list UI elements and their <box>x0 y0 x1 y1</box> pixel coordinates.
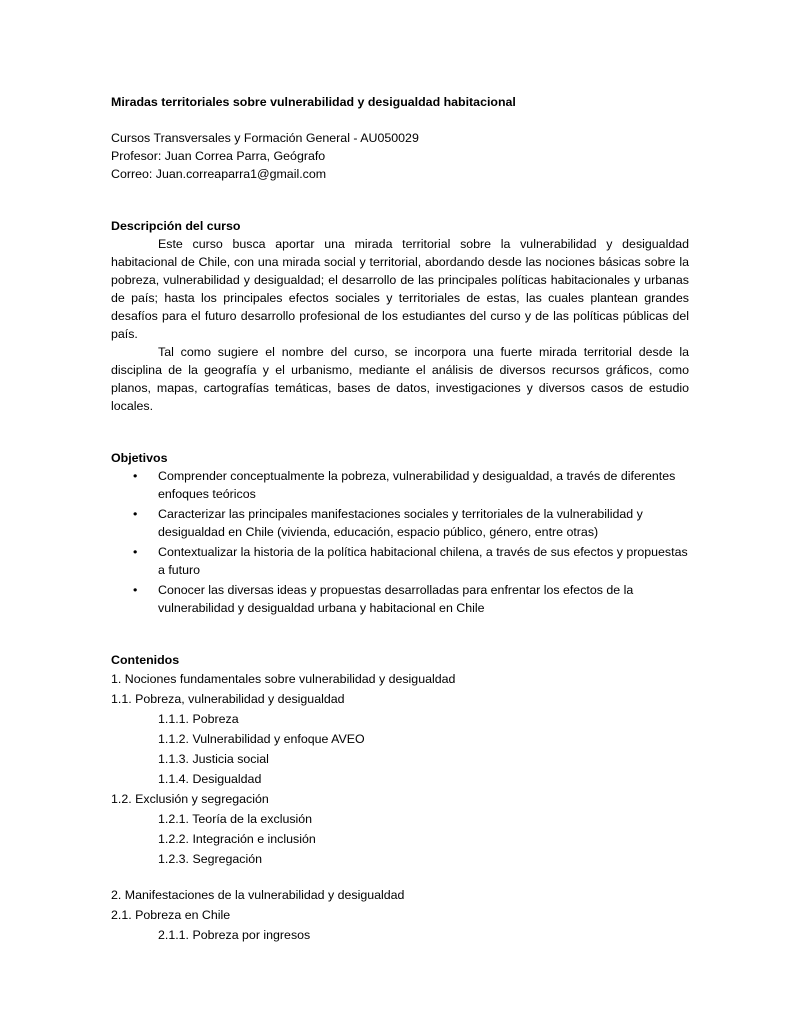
subsection-item: 1.1.3. Justicia social <box>158 752 269 766</box>
subsection-item: 2.1.1. Pobreza por ingresos <box>158 928 311 942</box>
objective-item <box>111 505 689 541</box>
professor-line: Profesor: Juan Correa Parra, Geógrafo <box>111 149 326 163</box>
subsection-item: 1.2.3. Segregación <box>158 852 263 866</box>
document-title: Miradas territoriales sobre vulnerabilidad y desigualdad habitacional <box>111 95 516 109</box>
subsection-item: 1.1.4. Desigualdad <box>158 772 262 786</box>
objective-item <box>111 543 689 579</box>
objective-item <box>111 467 689 503</box>
subsection-item: 1.1.2. Vulnerabilidad y enfoque AVEO <box>158 732 365 746</box>
bullet-icon: • <box>133 507 138 521</box>
bullet-icon: • <box>133 469 138 483</box>
description-paragraph: Este curso busca aportar una mirada territorial sobre la vulnerabilidad y desigualdad habitacional de Chile, con una mirada social y territorial, abordando desde las nociones básicas sobre la pobreza, vulnerabilidad y desigualdad; el desarrollo de las principales políticas habitacionales y urbanas de país; hasta los principales efectos sociales y territoriales de estas, las cuales plantean grandes desafíos para el futuro desarrollo profesional de los estudiantes del curso y de las políticas públicas del país. <box>111 237 689 341</box>
section-title: 1.2. Exclusión y segregación <box>111 792 269 806</box>
objective-text: Caracterizar las principales manifestaciones sociales y territoriales de la vulnerabilidad y desigualdad en Chile (vivienda, educación, espacio público, género, entre otras) <box>158 507 643 539</box>
subsection-item: 1.2.2. Integración e inclusión <box>158 832 316 846</box>
objective-text: Comprender conceptualmente la pobreza, vulnerabilidad y desigualdad, a través de diferentes enfoques teóricos <box>158 469 676 501</box>
spacer <box>111 869 689 885</box>
objectives-list <box>111 467 689 617</box>
unit-title: 2. Manifestaciones de la vulnerabilidad y desigualdad <box>111 888 405 902</box>
section-title: 1.1. Pobreza, vulnerabilidad y desigualdad <box>111 692 345 706</box>
course-code-line: Cursos Transversales y Formación General - AU050029 <box>111 131 419 145</box>
bullet-icon: • <box>133 583 138 597</box>
unit-title: 1. Nociones fundamentales sobre vulnerabilidad y desigualdad <box>111 672 456 686</box>
objective-text: Conocer las diversas ideas y propuestas desarrolladas para enfrentar los efectos de la vulnerabilidad y desigualdad urbana y habitacional en Chile <box>158 583 634 615</box>
bullet-icon: • <box>133 545 138 559</box>
section-title: 2.1. Pobreza en Chile <box>111 908 231 922</box>
subsection-item: 1.1.1. Pobreza <box>158 712 239 726</box>
course-meta <box>111 129 689 183</box>
document-page <box>111 90 689 945</box>
description-paragraph: Tal como sugiere el nombre del curso, se incorpora una fuerte mirada territorial desde la disciplina de la geografía y el urbanismo, mediante el análisis de diversos recursos gráficos, como planos, mapas, cartografías temáticas, bases de datos, investigaciones y diversos casos de estudio locales. <box>111 345 689 413</box>
objectives-heading: Objetivos <box>111 451 168 465</box>
objective-item <box>111 581 689 617</box>
email-line: Correo: Juan.correaparra1@gmail.com <box>111 167 327 181</box>
contents-outline <box>111 669 689 945</box>
description-heading: Descripción del curso <box>111 219 241 233</box>
objective-text: Contextualizar la historia de la política habitacional chilena, a través de sus efectos y propuestas a futuro <box>158 545 688 577</box>
subsection-item: 1.2.1. Teoría de la exclusión <box>158 812 313 826</box>
contents-heading: Contenidos <box>111 653 180 667</box>
